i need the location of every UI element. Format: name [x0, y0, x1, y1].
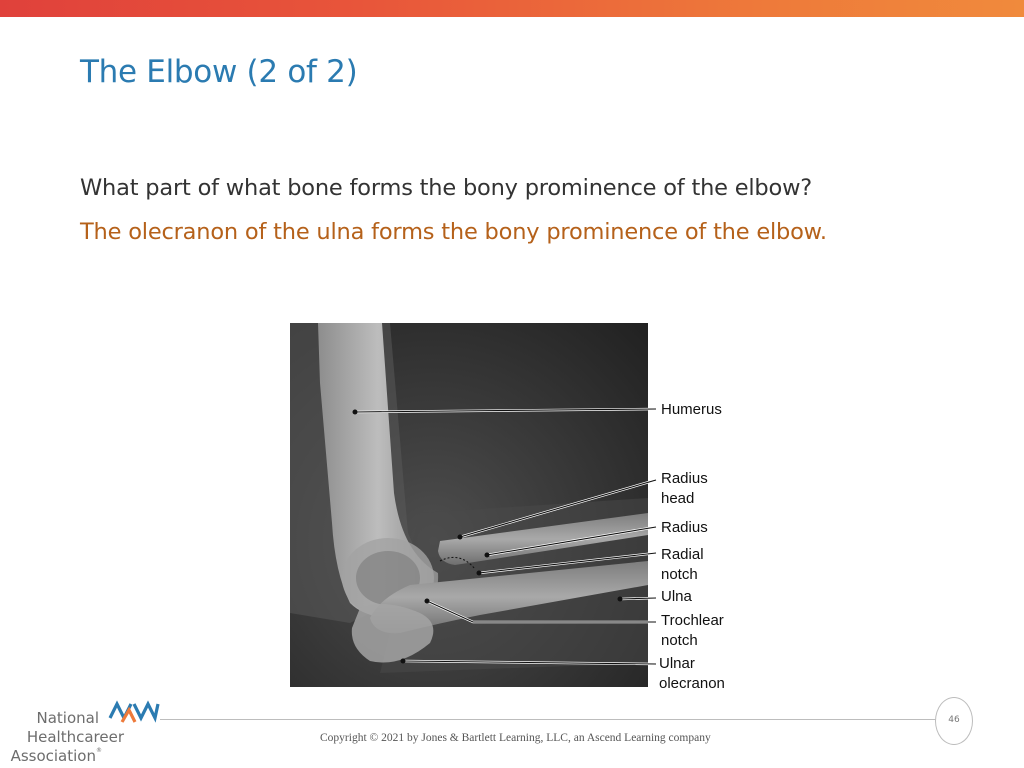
label-ulnar-olecranon: Ulnar olecranon	[659, 655, 725, 692]
logo-line-2: Healthcareer	[26, 728, 124, 746]
label-trochlear-notch: Trochlear notch	[661, 612, 724, 649]
logo-line-1: National	[36, 709, 99, 727]
label-radial-notch: Radial notch	[661, 546, 704, 583]
logo-line-3-text: Association	[10, 747, 96, 765]
copyright-text: Copyright © 2021 by Jones & Bartlett Learning, LLC, an Ascend Learning company	[320, 732, 711, 744]
question-text: What part of what bone forms the bony prominence of the elbow?	[80, 175, 813, 201]
elbow-xray-image	[290, 323, 648, 687]
slide-title: The Elbow (2 of 2)	[80, 54, 358, 90]
label-radius: Radius	[661, 519, 708, 536]
top-accent-bar	[0, 0, 1024, 17]
logo-registered-mark: ®	[96, 747, 102, 754]
page-number: 46	[948, 715, 960, 725]
nha-logo-mark-icon	[108, 700, 160, 726]
logo-line-3	[4, 747, 102, 765]
answer-text: The olecranon of the ulna forms the bony prominence of the elbow.	[80, 219, 827, 245]
footer-divider	[160, 719, 938, 720]
label-ulna: Ulna	[661, 588, 692, 605]
label-humerus: Humerus	[661, 401, 722, 418]
label-radius-head: Radius head	[661, 470, 708, 507]
